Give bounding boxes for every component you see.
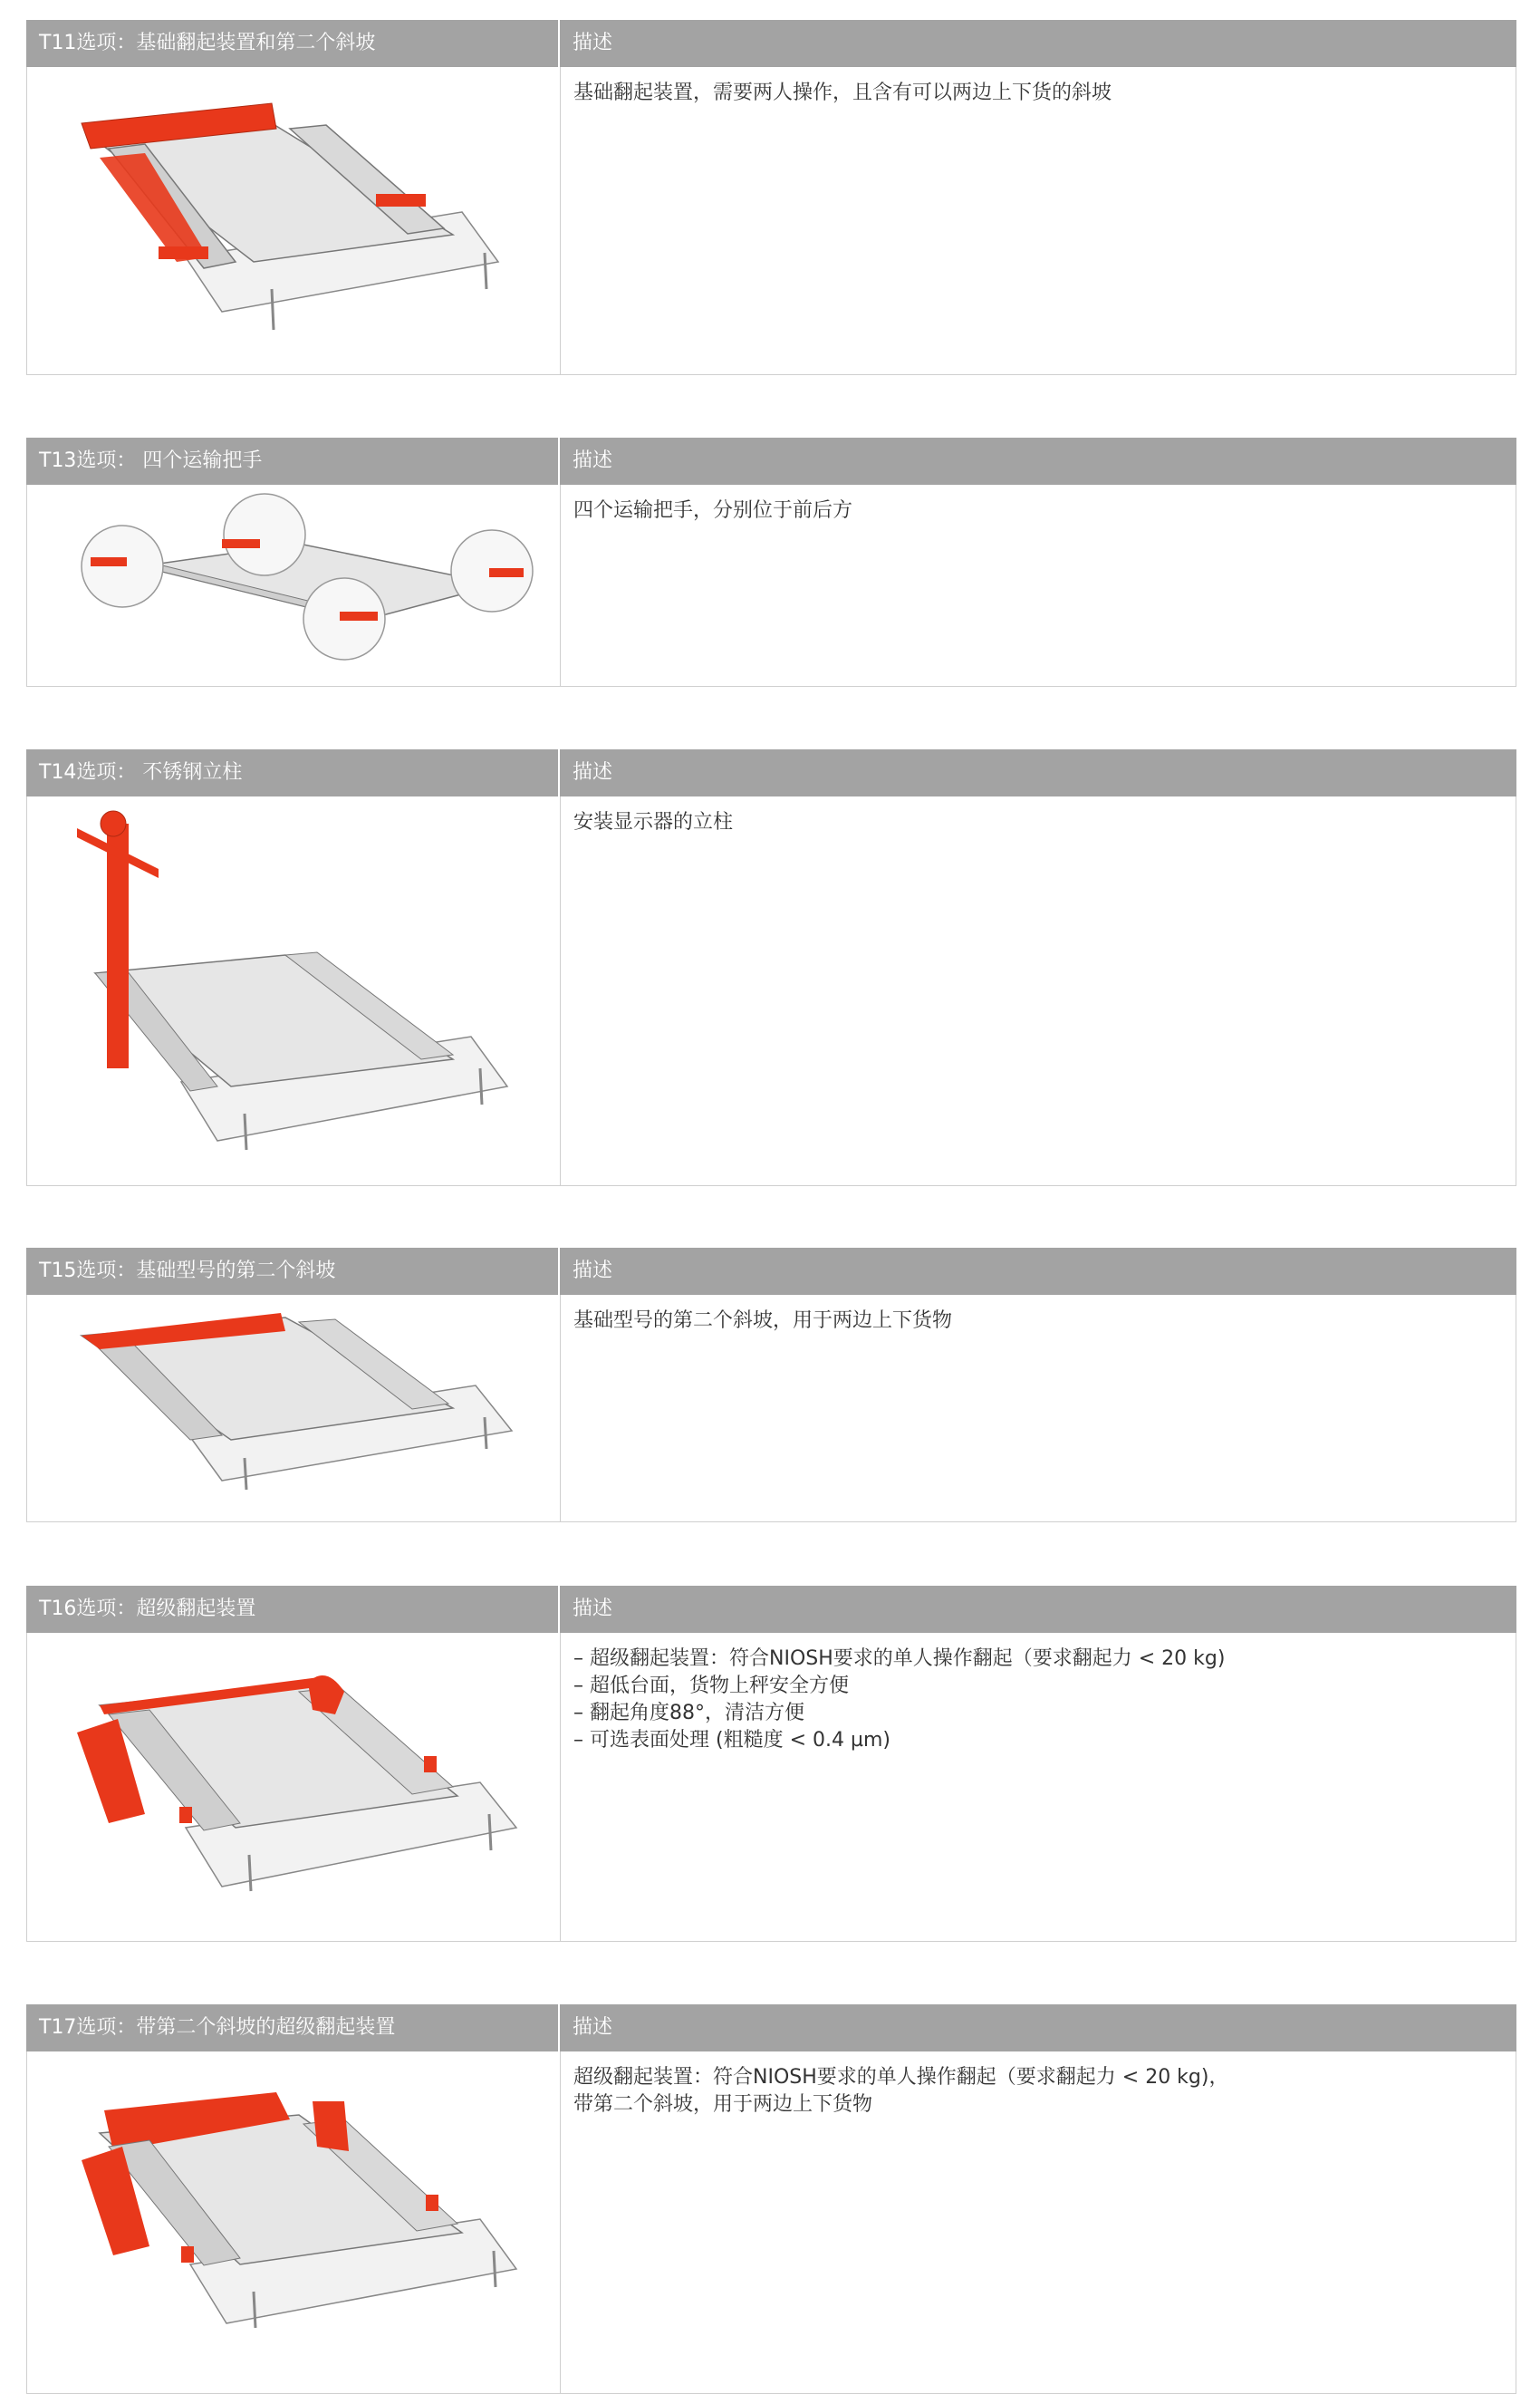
description-header: 描述 xyxy=(573,449,613,472)
option-block-t15 xyxy=(26,1248,1516,1522)
option-body xyxy=(26,485,1516,687)
option-title: T15选项：基础型号的第二个斜坡 xyxy=(26,1248,560,1295)
description-line: 安装显示器的立柱 xyxy=(573,811,734,834)
option-description xyxy=(561,1295,1516,1521)
option-illustration xyxy=(27,67,561,374)
second-ramp-illustration xyxy=(27,1295,561,1522)
option-block-t13 xyxy=(26,438,1516,687)
description-header: 描述 xyxy=(573,2016,613,2039)
option-illustration xyxy=(27,485,561,686)
super-tilt-illustration xyxy=(27,1633,561,1942)
option-description xyxy=(561,796,1516,1185)
option-header xyxy=(26,749,1516,796)
description-header: 描述 xyxy=(573,761,613,784)
option-description xyxy=(561,67,1516,374)
option-body xyxy=(26,796,1516,1186)
description-line: 带第二个斜坡，用于两边上下货物 xyxy=(573,2093,873,2116)
option-block-t16 xyxy=(26,1586,1516,1942)
description-header: 描述 xyxy=(573,32,613,54)
option-title: T13选项： 四个运输把手 xyxy=(26,438,560,485)
description-line: 四个运输把手，分别位于前后方 xyxy=(573,499,853,522)
description-line: – 可选表面处理 (粗糙度 < 0.4 µm) xyxy=(573,1729,890,1752)
option-description xyxy=(561,485,1516,686)
four-handles-illustration xyxy=(27,485,561,687)
description-line: 基础型号的第二个斜坡，用于两边上下货物 xyxy=(573,1309,953,1332)
description-line: 超级翻起装置：符合NIOSH要求的单人操作翻起（要求翻起力 < 20 kg)， xyxy=(573,2066,1229,2089)
description-line: – 超级翻起装置：符合NIOSH要求的单人操作翻起（要求翻起力 < 20 kg) xyxy=(573,1647,1226,1670)
option-title: T16选项：超级翻起装置 xyxy=(26,1586,560,1633)
stainless-column-illustration xyxy=(27,796,561,1186)
option-body xyxy=(26,2051,1516,2394)
description-line: 基础翻起装置，需要两人操作，且含有可以两边上下货的斜坡 xyxy=(573,82,1112,104)
option-body xyxy=(26,67,1516,375)
option-block-t11 xyxy=(26,20,1516,375)
option-illustration xyxy=(27,796,561,1185)
scale-with-tilt-and-ramp-illustration xyxy=(27,67,561,375)
option-title: T14选项： 不锈钢立柱 xyxy=(26,749,560,796)
option-block-t14 xyxy=(26,749,1516,1186)
description-header: 描述 xyxy=(573,1598,613,1620)
description-line: – 翻起角度88°，清洁方便 xyxy=(573,1702,804,1724)
option-header xyxy=(26,20,1516,67)
option-header xyxy=(26,1586,1516,1633)
option-body xyxy=(26,1633,1516,1942)
option-body xyxy=(26,1295,1516,1522)
option-title: T11选项：基础翻起装置和第二个斜坡 xyxy=(26,20,560,67)
option-header xyxy=(26,1248,1516,1295)
option-block-t17 xyxy=(26,2004,1516,2394)
description-line: – 超低台面，货物上秤安全方便 xyxy=(573,1675,849,1697)
option-description xyxy=(561,2051,1516,2393)
option-header xyxy=(26,438,1516,485)
super-tilt-with-ramp-illustration xyxy=(27,2051,561,2394)
description-header: 描述 xyxy=(573,1260,613,1282)
option-illustration xyxy=(27,1295,561,1521)
option-header xyxy=(26,2004,1516,2051)
option-title: T17选项：带第二个斜坡的超级翻起装置 xyxy=(26,2004,560,2051)
option-illustration xyxy=(27,2051,561,2393)
option-illustration xyxy=(27,1633,561,1941)
option-description xyxy=(561,1633,1516,1941)
